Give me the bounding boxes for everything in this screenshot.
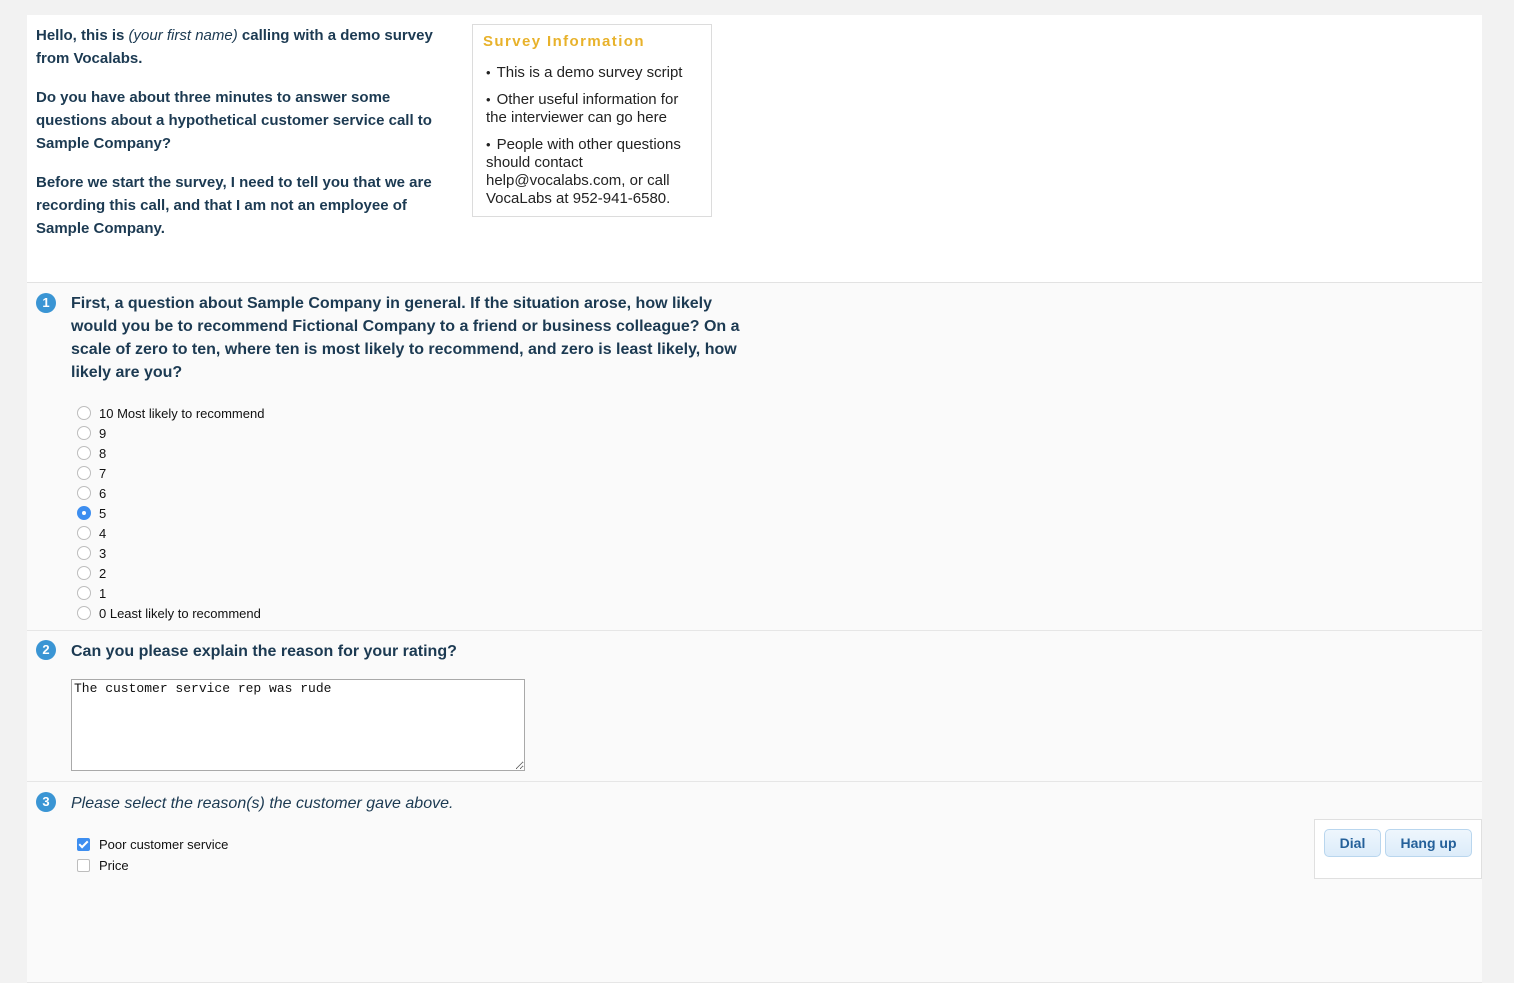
reason-price[interactable]: Price	[77, 855, 228, 876]
checkbox-checked[interactable]	[77, 838, 90, 851]
rating-option-5[interactable]: 5	[77, 503, 264, 523]
radio-button[interactable]	[77, 606, 91, 620]
rating-option-2[interactable]: 2	[77, 563, 264, 583]
question-number-badge: 1	[36, 293, 56, 313]
first-name-placeholder: (your first name)	[128, 27, 238, 44]
survey-info-item: • Other useful information for the interviewer can go here	[486, 91, 701, 127]
survey-info-title: Survey Information	[483, 33, 645, 50]
survey-info-item: • This is a demo survey script	[486, 64, 701, 82]
radio-button[interactable]	[77, 546, 91, 560]
radio-button[interactable]	[77, 566, 91, 580]
reason-poor-customer-service[interactable]: Poor customer service	[77, 834, 228, 855]
survey-info-box	[472, 24, 712, 217]
intro-section	[27, 15, 1482, 283]
dial-button[interactable]: Dial	[1324, 829, 1381, 857]
rating-reason-textarea[interactable]	[71, 679, 525, 771]
rating-option-3[interactable]: 3	[77, 543, 264, 563]
intro-greeting: Hello, this is (your first name) calling with a demo survey from Vocalabs.	[36, 27, 433, 67]
intro-script	[36, 24, 456, 256]
rating-option-8[interactable]: 8	[77, 443, 264, 463]
rating-options	[77, 403, 264, 623]
radio-button-selected[interactable]	[77, 506, 91, 520]
checkbox[interactable]	[77, 859, 90, 872]
radio-button[interactable]	[77, 486, 91, 500]
hang-up-button[interactable]: Hang up	[1385, 829, 1472, 857]
rating-option-1[interactable]: 1	[77, 583, 264, 603]
radio-button[interactable]	[77, 406, 91, 420]
radio-button[interactable]	[77, 526, 91, 540]
intro-time-question: Do you have about three minutes to answer some questions about a hypothetical customer service call to Sample Company?	[36, 89, 432, 152]
question-1	[27, 283, 1482, 631]
question-text: Please select the reason(s) the customer gave above.	[71, 795, 454, 812]
rating-option-9[interactable]: 9	[77, 423, 264, 443]
radio-button[interactable]	[77, 586, 91, 600]
rating-option-4[interactable]: 4	[77, 523, 264, 543]
question-text: Can you please explain the reason for your rating?	[71, 643, 457, 660]
survey-card	[27, 15, 1482, 895]
rating-option-0[interactable]: 0 Least likely to recommend	[77, 603, 264, 623]
call-controls	[1314, 819, 1482, 879]
rating-option-10[interactable]: 10 Most likely to recommend	[77, 403, 264, 423]
radio-button[interactable]	[77, 466, 91, 480]
radio-button[interactable]	[77, 446, 91, 460]
question-2	[27, 631, 1482, 782]
rating-option-7[interactable]: 7	[77, 463, 264, 483]
question-number-badge: 3	[36, 792, 56, 812]
question-3	[27, 782, 1482, 983]
survey-info-item: • People with other questions should contact help@vocalabs.com, or call VocaLabs at 952-941-6580.	[486, 136, 701, 208]
question-number-badge: 2	[36, 640, 56, 660]
radio-button[interactable]	[77, 426, 91, 440]
reason-checkboxes	[77, 834, 228, 876]
survey-info-list	[486, 64, 701, 208]
intro-disclosure: Before we start the survey, I need to tell you that we are recording this call, and that I am not an employee of Sample Company.	[36, 174, 432, 237]
rating-option-6[interactable]: 6	[77, 483, 264, 503]
question-text: First, a question about Sample Company in general. If the situation arose, how likely would you be to recommend Fictional Company to a friend or business colleague? On a scale of zero to ten, where ten is most likely to recommend, and zero is least likely, how likely are you?	[71, 295, 740, 381]
